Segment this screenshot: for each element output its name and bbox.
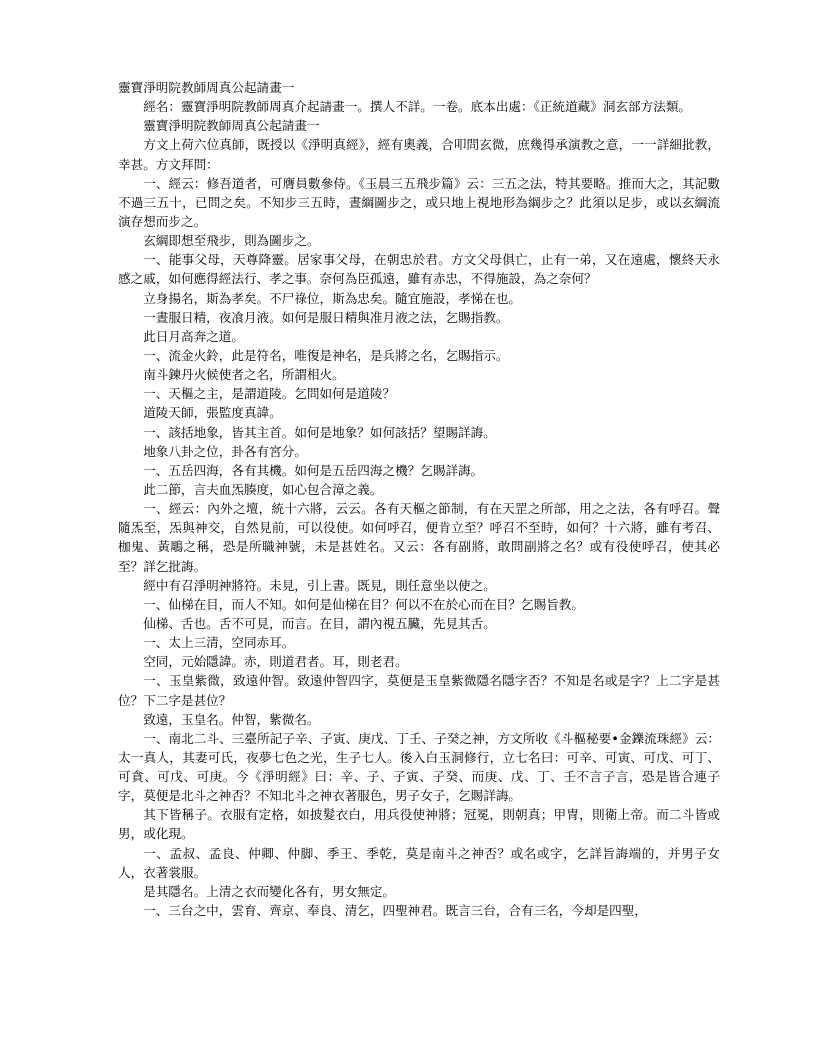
paragraph: 靈寶淨明院教師周真公起請畫一 [143, 118, 320, 134]
paragraph: 一、仙梯在目，而人不知。如何是仙梯在目？何以不在於心而在目？乞賜旨教。 [143, 596, 584, 612]
paragraph: 一、孟叔、孟良、仲卿、仲脚、季王、季乾，莫是南斗之神否？或名或字，乞詳旨誨端的，并男子女人，衣著裳服。 [118, 845, 720, 880]
paragraph: 方文上荷六位真師，既授以《淨明真經》，經有奧義，合叩問玄微，庶幾得承演教之意，一一詳細批教，幸甚。方文拜問： [118, 137, 720, 172]
paragraph: 一、太上三清，空同赤耳。 [143, 635, 295, 651]
paragraph: 一、能事父母，天尊降靈。居家事父母，在朝忠於君。方文父母俱亡，止有一弟，又在遠處，懷終天永感之戚，如何應得經法行、孝之事。奈何為臣孤遠，雖有赤忠，不得施設，為之奈何？ [118, 252, 720, 287]
paragraph: 一、流金火鈴，此是符名，唯復是神名，是兵將之名，乞賜指示。 [143, 347, 509, 363]
paragraph: 一、南北二斗、三臺所記子辛、子寅、庚戊、丁壬、子癸之神，方文所收《斗樞秘要•金鑠流珠經》云：太一真人，其妻可氏，夜夢七色之光，生子七人。後入白玉洞修行，立七名曰：可辛、可寅、可戊、可丁、可貪、可戊、可庚。今《淨明經》曰：辛、子、子寅、子癸、而庚、戊、丁、壬不言子言，恐是皆合連子字，莫便是北斗之神否？不知北斗之神衣著服色，男子女子，乞賜詳誨。 [118, 730, 720, 804]
paragraph: 立身揚名，斯為孝矣。不尸祿位，斯為忠矣。隨宜施設，孝悌在也。 [143, 290, 521, 306]
paragraph: 一、天樞之主，是謂道陵。乞問如何是道陵？ [143, 386, 396, 402]
paragraph: 一、經云：內外之壇，統十六將，云云。各有天樞之節制，有在天罡之所部，用之之法，各有呼召。聲隨炁至，炁與神交，自然見前，可以役使。如何呼召，便肯立至？呼召不至時，如何？十六將，雖有考召、枷鬼、黃鵰之稱，恐是所職神號，未是甚姓名。又云：各有副將，敢問副將之名？或有役使呼召，使其必至？詳乞批誨。 [118, 501, 720, 574]
paragraph: 經名：靈寶淨明院教師周真介起請畫一。撰人不詳。一卷。底本出處：《正統道藏》洞玄部方法類。 [143, 99, 692, 115]
paragraph: 經中有召淨明神將符。未見，引上書。既見，則任意坐以使之。 [143, 577, 496, 593]
paragraph: 仙梯、舌也。舌不可見，而言。在目，謂內視五臟，先見其舌。 [143, 615, 496, 631]
paragraph: 是其隱名。上清之衣而變化各有，男女無定。 [143, 883, 396, 899]
paragraph: 一、三台之中，雲育、齊京、奉良、清乞，四聖神君。既言三台，合有三名，今却是四聖， [143, 903, 647, 919]
paragraph: 一、經云：修吾道者，可膺員數參侍。《玉晨三五飛步篇》云：三五之法，特其要略。推而大之，其記數不過三五十，已問之矣。不知步三五時，晝綱圖步之，或只地上視地形為綱步之？此須以足步，或以玄綱流演存想而步之。 [118, 175, 720, 229]
document-body [118, 78, 720, 920]
paragraph: 致遠，玉皇名。仲智，紫微名。 [143, 711, 320, 727]
paragraph: 一晝服日精，夜飡月液。如何是服日精與准月液之法，乞賜指教。 [143, 309, 509, 325]
page-title: 靈寶淨明院教師周真公起請畫一 [118, 80, 295, 95]
paragraph: 一、五岳四海，各有其機。如何是五岳四海之機？乞賜詳誨。 [143, 462, 484, 478]
paragraph: 地象八卦之位，卦各有宮分。 [143, 443, 307, 459]
paragraph: 其下皆稱子。衣服有定格，如披髮衣白，用兵役使神將；冠冕，則朝真；甲冑，則衛上帝。而二斗皆或男，或化現。 [118, 807, 720, 842]
paragraph: 空同，元始隱諱。赤，則道君者。耳，則老君。 [143, 654, 408, 670]
paragraph: 道陵天師，張監度真諱。 [143, 405, 282, 421]
paragraph: 此二節，言夫血炁腠度，如心包合漳之義。 [143, 481, 383, 497]
paragraph: 南斗鍊丹火候使者之名，所謂相火。 [143, 367, 345, 383]
paragraph: 一、玉皇紫微，致遠仲智。致遠仲智四字，莫便是玉皇紫微隱名隱字否？不知是名或是字？上二字是甚位？下二字是甚位？ [118, 673, 720, 708]
paragraph: 此日月高奔之道。 [143, 328, 244, 344]
paragraph: 一、該括地象，皆其主首。如何是地象？如何該括？望賜詳誨。 [143, 424, 496, 440]
paragraph: 玄綱即想至飛步，則為圖步之。 [143, 233, 320, 249]
